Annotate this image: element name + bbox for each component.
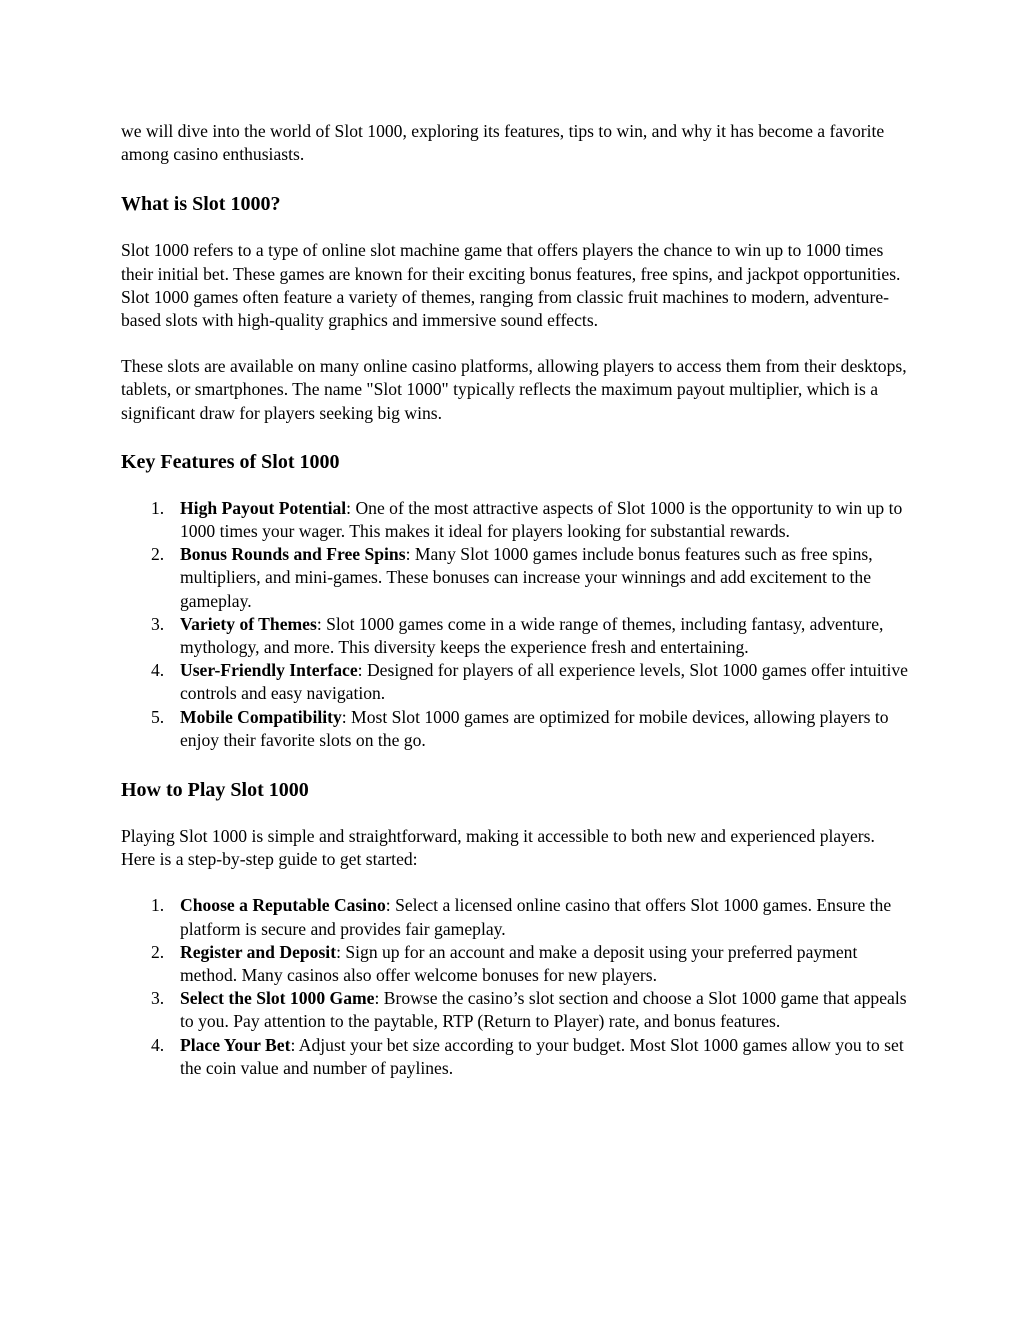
list-item-title: High Payout Potential <box>180 497 347 518</box>
section-heading-features: Key Features of Slot 1000 <box>121 450 340 473</box>
list-item-title: Select the Slot 1000 Game <box>180 988 375 1009</box>
list-item <box>121 543 911 613</box>
what-paragraph-1: Slot 1000 refers to a type of online slot machine game that offers players the chance to win up to 1000 times their initial bet. These games are known for their exciting bonus features, free spins, and jackpot opportunities. Slot 1000 games often feature a variety of themes, ranging from classic fruit machines to modern, adventure-based slots with high-quality graphics and immersive sound effects. <box>121 240 901 331</box>
section-heading-howto: How to Play Slot 1000 <box>121 779 309 802</box>
list-item-title: Place Your Bet <box>180 1034 291 1055</box>
list-number: 3. <box>151 988 165 1009</box>
features-list <box>121 497 911 752</box>
list-number: 5. <box>151 706 165 727</box>
document-page <box>121 120 911 1080</box>
intro-paragraph: we will dive into the world of Slot 1000, exploring its features, tips to win, and why it has become a favorite among casino enthusiasts. <box>121 121 885 165</box>
list-item-text: : Many Slot 1000 games include bonus features such as free spins, multipliers, and mini-games. These bonuses can increase your winnings and add excitement to the gameplay. <box>180 544 873 611</box>
list-number: 1. <box>151 497 165 518</box>
list-number: 3. <box>151 613 165 634</box>
list-item <box>121 497 911 543</box>
list-item-text: : Sign up for an account and make a deposit using your preferred payment method. Many casinos also offer welcome bonuses for new players. <box>180 941 858 986</box>
list-item-text: : Slot 1000 games come in a wide range of themes, including fantasy, adventure, mythology, and more. This diversity keeps the experience fresh and entertaining. <box>180 613 884 658</box>
steps-list <box>121 894 911 1080</box>
list-item <box>121 987 911 1033</box>
list-item <box>121 1034 911 1080</box>
list-number: 2. <box>151 544 165 565</box>
list-item <box>121 941 911 987</box>
list-item-text: : Browse the casino’s slot section and choose a Slot 1000 game that appeals to you. Pay attention to the paytable, RTP (Return to Player) rate, and bonus features. <box>180 988 907 1032</box>
list-item-text: : Adjust your bet size according to your budget. Most Slot 1000 games allow you to set the coin value and number of paylines. <box>180 1034 904 1078</box>
list-item <box>121 613 911 659</box>
list-number: 4. <box>151 1034 165 1055</box>
list-item-title: Variety of Themes <box>180 613 317 634</box>
list-item <box>121 659 911 705</box>
list-item-title: User-Friendly Interface <box>180 660 358 681</box>
list-item-title: Bonus Rounds and Free Spins <box>180 544 406 565</box>
list-item-title: Choose a Reputable Casino <box>180 895 386 916</box>
howto-paragraph: Playing Slot 1000 is simple and straightforward, making it accessible to both new and experienced players. Here is a step-by-step guide to get started: <box>121 826 875 870</box>
list-item-title: Register and Deposit <box>180 941 337 962</box>
what-paragraph-2: These slots are available on many online casino platforms, allowing players to access them from their desktops, tablets, or smartphones. The name "Slot 1000" typically reflects the maximum payout multiplier, which is a significant draw for players seeking big wins. <box>121 356 907 423</box>
list-item <box>121 894 911 940</box>
list-item-text: : One of the most attractive aspects of Slot 1000 is the opportunity to win up to 1000 times your wager. This makes it ideal for players looking for substantial rewards. <box>180 497 903 542</box>
list-item <box>121 706 911 752</box>
list-item-title: Mobile Compatibility <box>180 706 342 727</box>
list-item-text: : Designed for players of all experience levels, Slot 1000 games offer intuitive controls and easy navigation. <box>180 660 908 704</box>
list-number: 1. <box>151 895 165 916</box>
list-number: 2. <box>151 941 165 962</box>
list-number: 4. <box>151 660 165 681</box>
section-heading-what: What is Slot 1000? <box>121 193 281 216</box>
list-item-text: : Most Slot 1000 games are optimized for mobile devices, allowing players to enjoy their favorite slots on the go. <box>180 706 889 750</box>
list-item-text: : Select a licensed online casino that offers Slot 1000 games. Ensure the platform is secure and provides fair gameplay. <box>180 895 892 939</box>
